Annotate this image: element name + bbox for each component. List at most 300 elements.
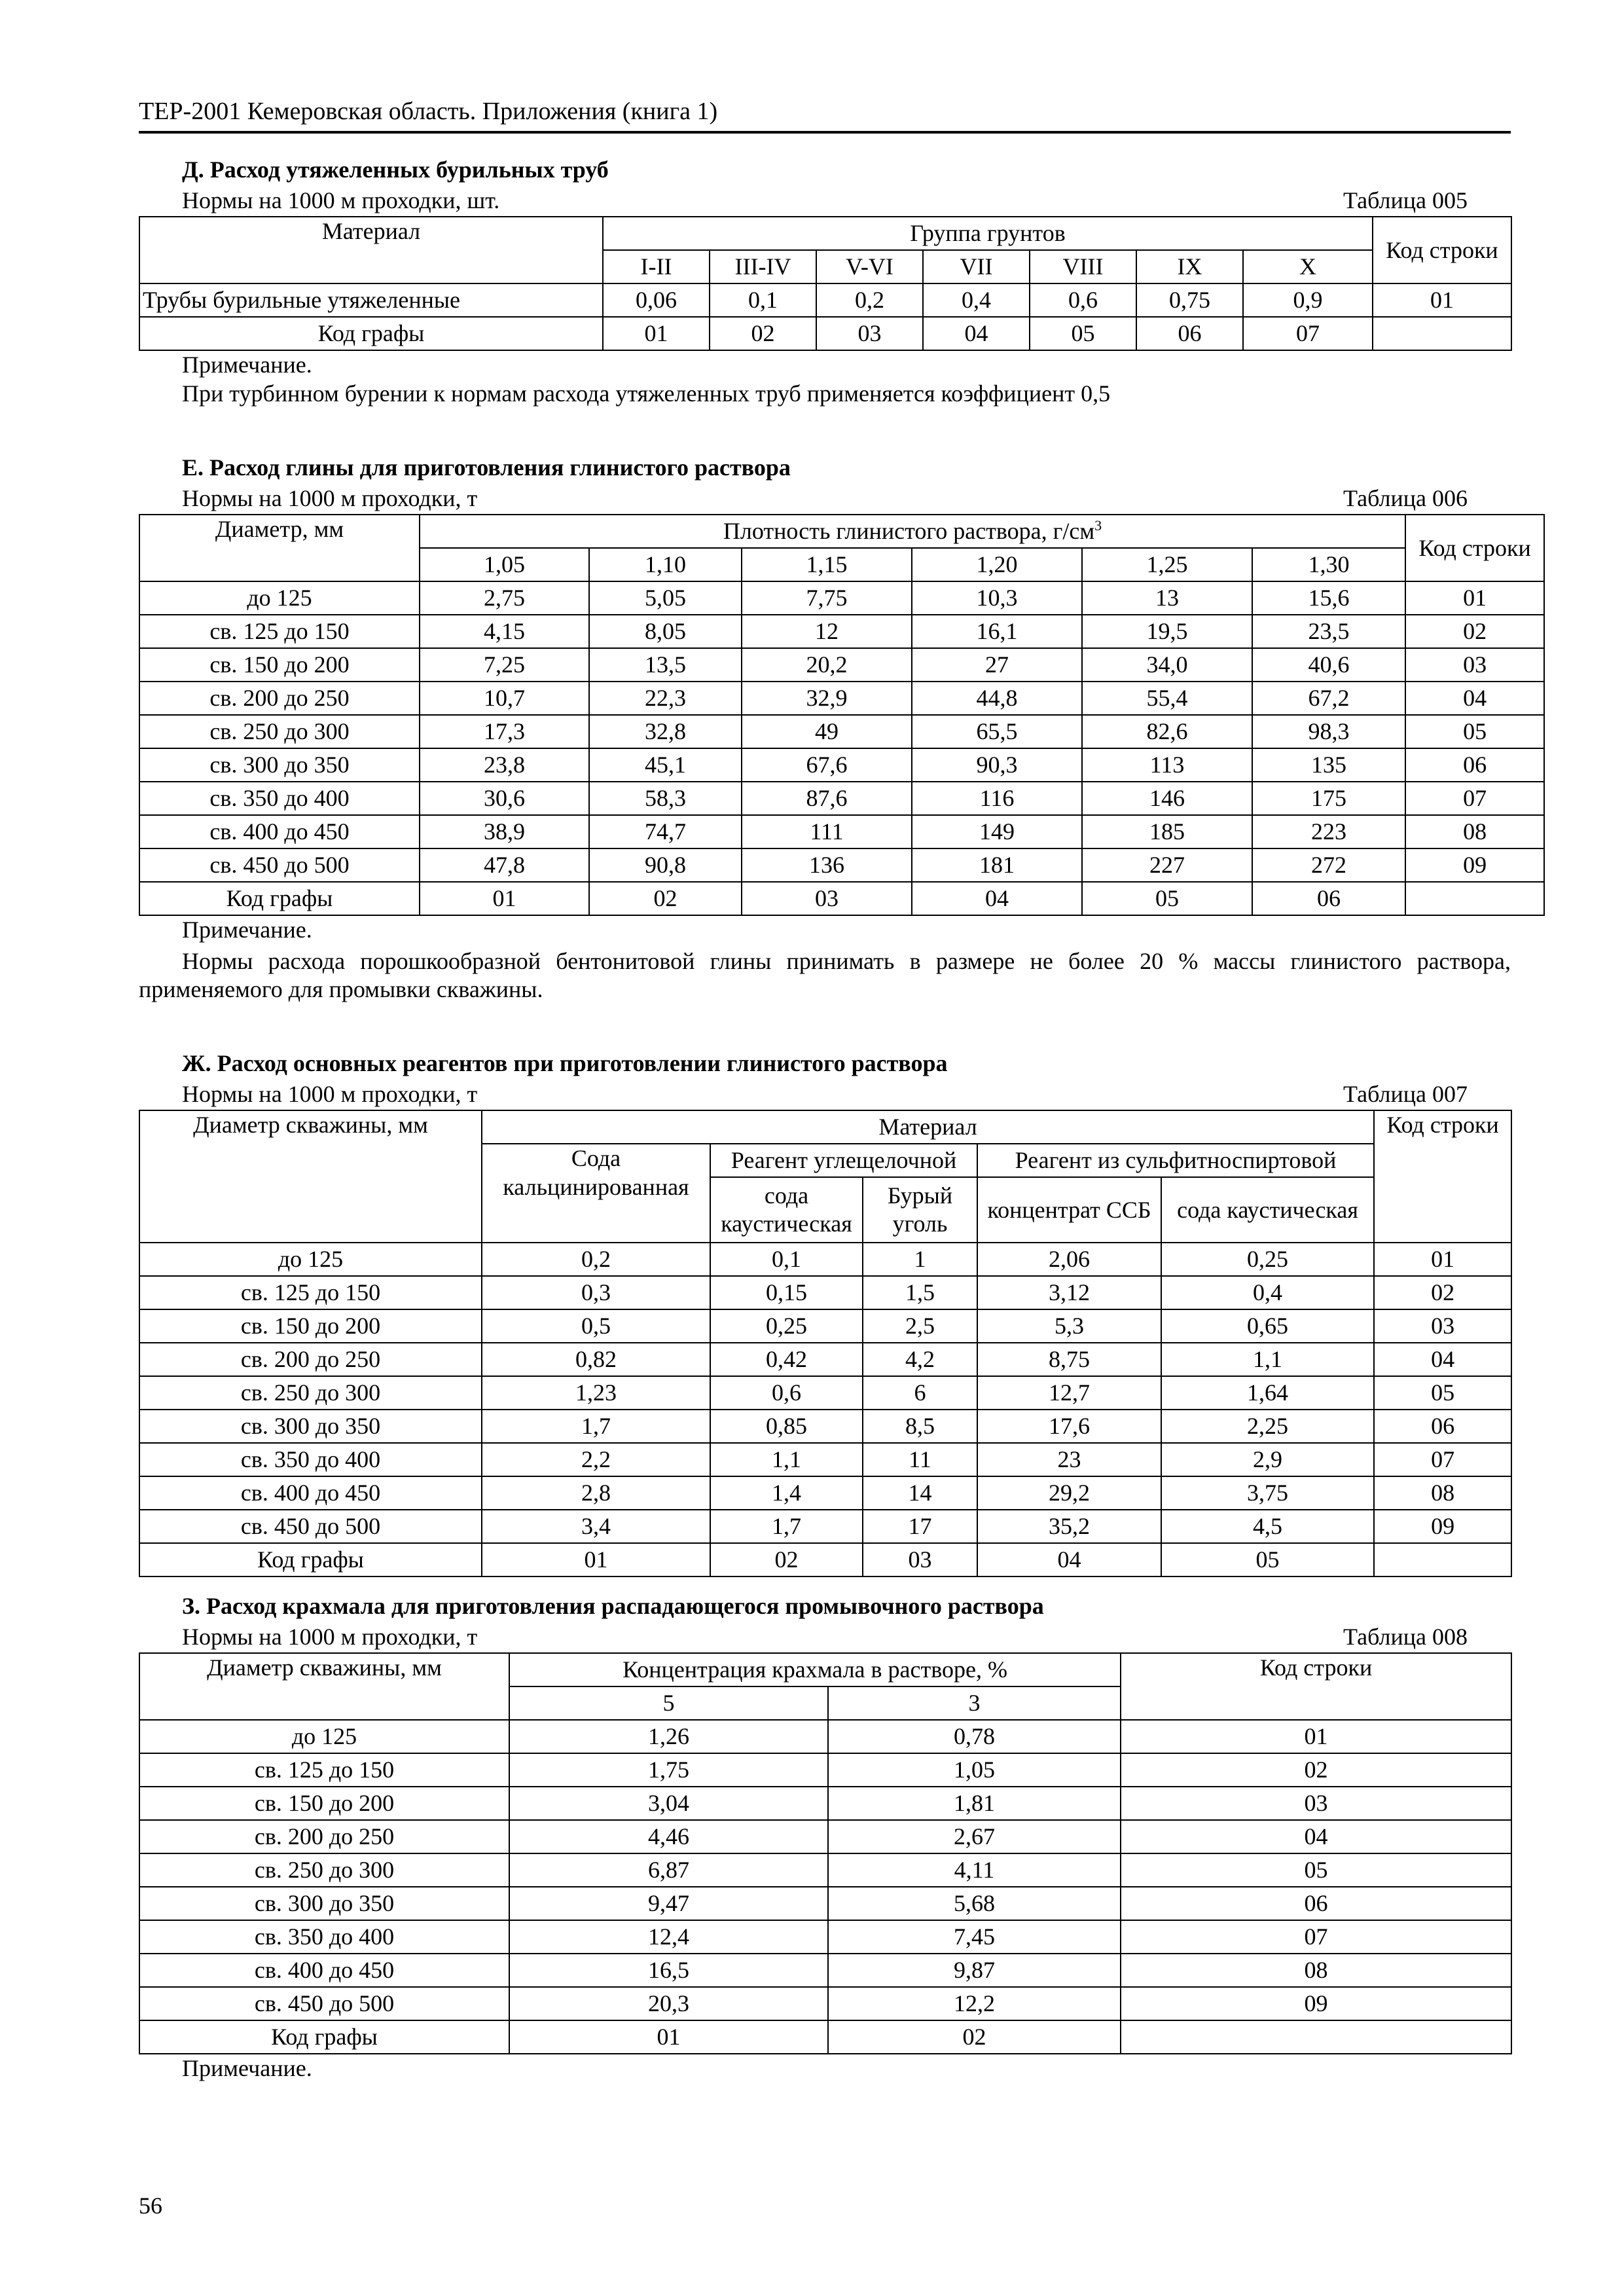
value-cell: 40,6 (1252, 648, 1405, 682)
density-header: 1,05 (420, 548, 589, 581)
row-diameter: св. 450 до 500 (139, 848, 420, 882)
value-cell: 32,8 (589, 715, 742, 748)
value-cell: 22,3 (589, 682, 742, 715)
value-cell: 5,05 (589, 581, 742, 615)
row-diameter: св. 150 до 200 (139, 1787, 509, 1820)
table-row (139, 782, 1544, 815)
value-cell: 113 (1082, 748, 1252, 782)
norm-text: Нормы на 1000 м проходки, т (182, 1081, 478, 1108)
value-cell: 90,8 (589, 848, 742, 882)
value-cell: 1,64 (1161, 1376, 1374, 1410)
norm-text: Нормы на 1000 м проходки, шт. (182, 187, 500, 214)
density-header: 1,20 (912, 548, 1082, 581)
row-code: 08 (1405, 815, 1544, 848)
row-code: 02 (1121, 1753, 1511, 1787)
group-header: VII (923, 250, 1030, 283)
value-cell: 12,7 (977, 1376, 1161, 1410)
column-code: 03 (742, 882, 912, 915)
value-cell: 8,05 (589, 615, 742, 648)
group-header: III-IV (710, 250, 816, 283)
table-row (139, 1276, 1511, 1309)
table-number: Таблица 005 (1343, 187, 1468, 214)
value-cell: 12,4 (509, 1920, 828, 1954)
row-code: 07 (1405, 782, 1544, 815)
row-code: 04 (1405, 682, 1544, 715)
column-code: 01 (482, 1543, 710, 1576)
norm-text: Нормы на 1000 м проходки, т (182, 485, 478, 512)
value-cell: 20,3 (509, 1987, 828, 2020)
value-cell: 38,9 (420, 815, 589, 848)
note-text: Нормы расхода порошкообразной бентонитовой глины принимать в размере не более 20 % массы глинистого раствора, применяемого для промывки скважины. (139, 947, 1511, 1002)
row-diameter: св. 200 до 250 (139, 682, 420, 715)
value-cell: 7,25 (420, 648, 589, 682)
value-cell: 0,78 (828, 1720, 1121, 1753)
header-group: Группа грунтов (603, 217, 1373, 250)
header-row-code: Код строки (1121, 1653, 1511, 1720)
value-cell: 3,75 (1161, 1476, 1374, 1510)
row-code: 06 (1121, 1887, 1511, 1920)
value-cell: 87,6 (742, 782, 912, 815)
table-row (139, 648, 1544, 682)
value-cell: 0,6 (710, 1376, 863, 1410)
value-cell: 2,8 (482, 1476, 710, 1510)
value-cell: 1,75 (509, 1753, 828, 1787)
empty-cell (1121, 2020, 1511, 2054)
section-z (139, 1592, 1511, 2083)
column-codes-row (139, 317, 1511, 350)
value-cell: 1,7 (710, 1510, 863, 1543)
value-cell: 17 (863, 1510, 977, 1543)
value-cell: 27 (912, 648, 1082, 682)
table-row (139, 1376, 1511, 1410)
section-title: Е. Расход глины для приготовления глинистого раствора (182, 454, 791, 481)
column-code: 07 (1243, 317, 1373, 350)
row-code: 03 (1374, 1309, 1511, 1343)
row-code: 06 (1405, 748, 1544, 782)
value-cell: 4,11 (828, 1853, 1121, 1887)
section-zh (139, 1049, 1511, 1577)
row-diameter: св. 125 до 150 (139, 615, 420, 648)
value-cell: 98,3 (1252, 715, 1405, 748)
value-cell: 0,15 (710, 1276, 863, 1309)
value-cell: 0,3 (482, 1276, 710, 1309)
value-cell: 12,2 (828, 1987, 1121, 2020)
page-number: 56 (139, 2193, 162, 2219)
header-soda-caustic-2: сода каустическая (1161, 1177, 1374, 1243)
value-cell: 3,12 (977, 1276, 1161, 1309)
value-cell: 67,6 (742, 748, 912, 782)
running-header: ТЕР-2001 Кемеровская область. Приложения (книга 1) (139, 97, 1511, 134)
value-cell: 1,7 (482, 1410, 710, 1443)
row-code: 02 (1405, 615, 1544, 648)
value-cell: 0,1 (710, 1243, 863, 1276)
note-label: Примечание. (182, 2055, 312, 2082)
row-diameter: св. 150 до 200 (139, 648, 420, 682)
value-cell: 20,2 (742, 648, 912, 682)
table-row (139, 1410, 1511, 1443)
value-cell: 30,6 (420, 782, 589, 815)
norm-text: Нормы на 1000 м проходки, т (182, 1624, 478, 1650)
concentration-header: 5 (509, 1686, 828, 1720)
table-row (139, 283, 1511, 317)
value-cell: 7,75 (742, 581, 912, 615)
value-cell: 1,1 (710, 1443, 863, 1476)
value-cell: 5,68 (828, 1887, 1121, 1920)
row-diameter: св. 125 до 150 (139, 1276, 482, 1309)
value-cell: 23,5 (1252, 615, 1405, 648)
value-cell: 23,8 (420, 748, 589, 782)
value-cell: 4,5 (1161, 1510, 1374, 1543)
section-title: Ж. Расход основных реагентов при приготовлении глинистого раствора (182, 1050, 948, 1076)
value-cell: 135 (1252, 748, 1405, 782)
table-row (139, 1720, 1511, 1753)
row-code: 01 (1121, 1720, 1511, 1753)
value-cell: 146 (1082, 782, 1252, 815)
value-cell: 0,1 (710, 283, 816, 317)
row-code: 01 (1405, 581, 1544, 615)
group-header: I-II (603, 250, 710, 283)
value-cell: 0,2 (482, 1243, 710, 1276)
table-row (139, 1787, 1511, 1820)
table-number: Таблица 006 (1343, 485, 1468, 512)
density-header: 1,25 (1082, 548, 1252, 581)
value-cell: 149 (912, 815, 1082, 848)
column-code: 02 (828, 2020, 1121, 2054)
header-row-code: Код строки (1405, 515, 1544, 581)
value-cell: 16,5 (509, 1954, 828, 1987)
norm-line (139, 187, 1511, 215)
row-code: 08 (1374, 1476, 1511, 1510)
table-row (139, 615, 1544, 648)
value-cell: 67,2 (1252, 682, 1405, 715)
section-title: Д. Расход утяжеленных бурильных труб (182, 156, 609, 183)
density-header: 1,30 (1252, 548, 1405, 581)
value-cell: 1,4 (710, 1476, 863, 1510)
header-soda-caustic: сода каустическая (710, 1177, 863, 1243)
column-codes-row (139, 882, 1544, 915)
column-code: 05 (1030, 317, 1136, 350)
norm-line (139, 1623, 1511, 1651)
row-code: 03 (1405, 648, 1544, 682)
value-cell: 17,6 (977, 1410, 1161, 1443)
row-code: 01 (1374, 1243, 1511, 1276)
row-diameter: св. 350 до 400 (139, 1920, 509, 1954)
row-code: 05 (1374, 1376, 1511, 1410)
value-cell: 1,26 (509, 1720, 828, 1753)
value-cell: 8,5 (863, 1410, 977, 1443)
value-cell: 44,8 (912, 682, 1082, 715)
row-diameter: св. 250 до 300 (139, 715, 420, 748)
table-row (139, 815, 1544, 848)
empty-cell (1373, 317, 1511, 350)
value-cell: 2,9 (1161, 1443, 1374, 1476)
header-material: Материал (139, 217, 603, 283)
table-row (139, 1887, 1511, 1920)
concentration-header: 3 (828, 1686, 1121, 1720)
header-density (420, 515, 1405, 548)
header-concentration: Концентрация крахмала в растворе, % (509, 1653, 1121, 1686)
value-cell: 2,5 (863, 1309, 977, 1343)
column-code: 03 (863, 1543, 977, 1576)
row-code: 06 (1374, 1410, 1511, 1443)
row-diameter: св. 400 до 450 (139, 1476, 482, 1510)
column-code: 02 (710, 317, 816, 350)
column-code: 02 (710, 1543, 863, 1576)
row-diameter: св. 150 до 200 (139, 1309, 482, 1343)
table-row (139, 1954, 1511, 1987)
table-row (139, 1820, 1511, 1853)
value-cell: 29,2 (977, 1476, 1161, 1510)
column-code: 04 (977, 1543, 1161, 1576)
table-007 (139, 1110, 1512, 1577)
value-cell: 10,7 (420, 682, 589, 715)
header-density-sup: 3 (1094, 517, 1102, 534)
column-code: 06 (1252, 882, 1405, 915)
row-code: 07 (1121, 1920, 1511, 1954)
value-cell: 7,45 (828, 1920, 1121, 1954)
column-code: 04 (923, 317, 1030, 350)
row-code: 09 (1405, 848, 1544, 882)
value-cell: 5,3 (977, 1309, 1161, 1343)
row-code: 05 (1405, 715, 1544, 748)
column-codes-row (139, 1543, 1511, 1576)
header-ssb: концентрат ССБ (977, 1177, 1161, 1243)
table-row (139, 1476, 1511, 1510)
value-cell: 223 (1252, 815, 1405, 848)
value-cell: 65,5 (912, 715, 1082, 748)
value-cell: 0,6 (1030, 283, 1136, 317)
value-cell: 8,75 (977, 1343, 1161, 1376)
value-cell: 0,85 (710, 1410, 863, 1443)
value-cell: 2,67 (828, 1820, 1121, 1853)
row-code: 09 (1374, 1510, 1511, 1543)
row-diameter: св. 300 до 350 (139, 1887, 509, 1920)
value-cell: 90,3 (912, 748, 1082, 782)
value-cell: 82,6 (1082, 715, 1252, 748)
row-diameter: св. 400 до 450 (139, 815, 420, 848)
row-diameter: св. 450 до 500 (139, 1987, 509, 2020)
column-codes-label: Код графы (139, 317, 603, 350)
row-code: 03 (1121, 1787, 1511, 1820)
column-code: 04 (912, 882, 1082, 915)
value-cell: 1,23 (482, 1376, 710, 1410)
column-codes-label: Код графы (139, 2020, 509, 2054)
value-cell: 35,2 (977, 1510, 1161, 1543)
table-row (139, 1853, 1511, 1887)
density-header: 1,10 (589, 548, 742, 581)
value-cell: 2,25 (1161, 1410, 1374, 1443)
value-cell: 74,7 (589, 815, 742, 848)
value-cell: 13 (1082, 581, 1252, 615)
value-cell: 55,4 (1082, 682, 1252, 715)
value-cell: 4,46 (509, 1820, 828, 1853)
value-cell: 45,1 (589, 748, 742, 782)
value-cell: 9,47 (509, 1887, 828, 1920)
header-density-text: Плотность глинистого раствора, г/см (723, 518, 1095, 545)
header-soda-calc: Сода кальцинированная (482, 1144, 710, 1243)
column-codes-label: Код графы (139, 882, 420, 915)
table-number: Таблица 007 (1343, 1081, 1468, 1108)
value-cell: 4,15 (420, 615, 589, 648)
value-cell: 1,81 (828, 1787, 1121, 1820)
table-row (139, 1309, 1511, 1343)
column-code: 03 (816, 317, 923, 350)
row-code: 05 (1121, 1853, 1511, 1887)
column-code: 05 (1082, 882, 1252, 915)
row-diameter: до 125 (139, 1720, 509, 1753)
note-label: Примечание. (182, 352, 312, 378)
value-cell: 181 (912, 848, 1082, 882)
value-cell: 2,75 (420, 581, 589, 615)
value-cell: 0,82 (482, 1343, 710, 1376)
table-005 (139, 216, 1512, 351)
row-diameter: до 125 (139, 1243, 482, 1276)
row-code: 04 (1121, 1820, 1511, 1853)
value-cell: 136 (742, 848, 912, 882)
value-cell: 0,25 (1161, 1243, 1374, 1276)
value-cell: 34,0 (1082, 648, 1252, 682)
value-cell: 116 (912, 782, 1082, 815)
row-diameter: св. 125 до 150 (139, 1753, 509, 1787)
value-cell: 1,05 (828, 1753, 1121, 1787)
row-diameter: св. 300 до 350 (139, 748, 420, 782)
value-cell: 16,1 (912, 615, 1082, 648)
value-cell: 6,87 (509, 1853, 828, 1887)
header-row-code: Код строки (1373, 217, 1511, 283)
table-row (139, 715, 1544, 748)
row-code: 04 (1374, 1343, 1511, 1376)
row-diameter: св. 250 до 300 (139, 1376, 482, 1410)
header-diameter: Диаметр скважины, мм (139, 1653, 509, 1720)
table-row (139, 1920, 1511, 1954)
value-cell: 10,3 (912, 581, 1082, 615)
value-cell: 12 (742, 615, 912, 648)
table-008 (139, 1652, 1512, 2054)
value-cell: 0,25 (710, 1309, 863, 1343)
value-cell: 0,5 (482, 1309, 710, 1343)
value-cell: 49 (742, 715, 912, 748)
column-codes-label: Код графы (139, 1543, 482, 1576)
table-row (139, 1243, 1511, 1276)
value-cell: 1 (863, 1243, 977, 1276)
header-brown-coal: Бурый уголь (863, 1177, 977, 1243)
row-diameter: св. 350 до 400 (139, 782, 420, 815)
table-row (139, 1987, 1511, 2020)
column-codes-row (139, 2020, 1511, 2054)
value-cell: 272 (1252, 848, 1405, 882)
column-code: 01 (603, 317, 710, 350)
row-diameter: св. 450 до 500 (139, 1510, 482, 1543)
header-diameter: Диаметр скважины, мм (139, 1110, 482, 1243)
section-title: З. Расход крахмала для приготовления распадающегося промывочного раствора (182, 1593, 1044, 1619)
header-sulf-reagent: Реагент из сульфитноспиртовой (977, 1144, 1374, 1177)
value-cell: 2,2 (482, 1443, 710, 1476)
empty-cell (1405, 882, 1544, 915)
value-cell: 17,3 (420, 715, 589, 748)
value-cell: 23 (977, 1443, 1161, 1476)
row-code: 01 (1373, 283, 1511, 317)
value-cell: 15,6 (1252, 581, 1405, 615)
row-code: 09 (1121, 1987, 1511, 2020)
row-code: 07 (1374, 1443, 1511, 1476)
value-cell: 0,4 (1161, 1276, 1374, 1309)
value-cell: 0,9 (1243, 283, 1373, 317)
column-code: 01 (420, 882, 589, 915)
row-material: Трубы бурильные утяжеленные (139, 283, 603, 317)
table-row (139, 748, 1544, 782)
row-diameter: св. 250 до 300 (139, 1853, 509, 1887)
value-cell: 0,42 (710, 1343, 863, 1376)
row-diameter: до 125 (139, 581, 420, 615)
table-row (139, 581, 1544, 615)
value-cell: 0,65 (1161, 1309, 1374, 1343)
note-label: Примечание. (182, 917, 312, 943)
norm-line (139, 484, 1511, 513)
value-cell: 1,5 (863, 1276, 977, 1309)
table-row (139, 682, 1544, 715)
column-code: 02 (589, 882, 742, 915)
table-number: Таблица 008 (1343, 1624, 1468, 1650)
value-cell: 2,06 (977, 1243, 1161, 1276)
table-row (139, 1510, 1511, 1543)
table-row (139, 1343, 1511, 1376)
table-row (139, 1753, 1511, 1787)
section-d (139, 156, 1511, 408)
value-cell: 175 (1252, 782, 1405, 815)
row-diameter: св. 200 до 250 (139, 1820, 509, 1853)
group-header: IX (1136, 250, 1243, 283)
value-cell: 11 (863, 1443, 977, 1476)
value-cell: 13,5 (589, 648, 742, 682)
value-cell: 227 (1082, 848, 1252, 882)
value-cell: 19,5 (1082, 615, 1252, 648)
table-row (139, 848, 1544, 882)
column-code: 05 (1161, 1543, 1374, 1576)
row-diameter: св. 350 до 400 (139, 1443, 482, 1476)
group-header: X (1243, 250, 1373, 283)
group-header: V-VI (816, 250, 923, 283)
empty-cell (1374, 1543, 1511, 1576)
row-diameter: св. 300 до 350 (139, 1410, 482, 1443)
value-cell: 0,2 (816, 283, 923, 317)
value-cell: 3,4 (482, 1510, 710, 1543)
value-cell: 6 (863, 1376, 977, 1410)
value-cell: 185 (1082, 815, 1252, 848)
row-code: 08 (1121, 1954, 1511, 1987)
norm-line (139, 1080, 1511, 1108)
density-header: 1,15 (742, 548, 912, 581)
table-006 (139, 514, 1545, 916)
row-diameter: св. 200 до 250 (139, 1343, 482, 1376)
value-cell: 4,2 (863, 1343, 977, 1376)
header-row-code: Код строки (1374, 1110, 1511, 1243)
header-material: Материал (482, 1110, 1374, 1144)
row-code: 02 (1374, 1276, 1511, 1309)
value-cell: 111 (742, 815, 912, 848)
value-cell: 0,75 (1136, 283, 1243, 317)
header-ugl-reagent: Реагент углещелочной (710, 1144, 977, 1177)
column-code: 06 (1136, 317, 1243, 350)
value-cell: 0,4 (923, 283, 1030, 317)
value-cell: 32,9 (742, 682, 912, 715)
header-diameter: Диаметр, мм (139, 515, 420, 581)
value-cell: 1,1 (1161, 1343, 1374, 1376)
value-cell: 47,8 (420, 848, 589, 882)
value-cell: 58,3 (589, 782, 742, 815)
value-cell: 0,06 (603, 283, 710, 317)
table-row (139, 1443, 1511, 1476)
group-header: VIII (1030, 250, 1136, 283)
